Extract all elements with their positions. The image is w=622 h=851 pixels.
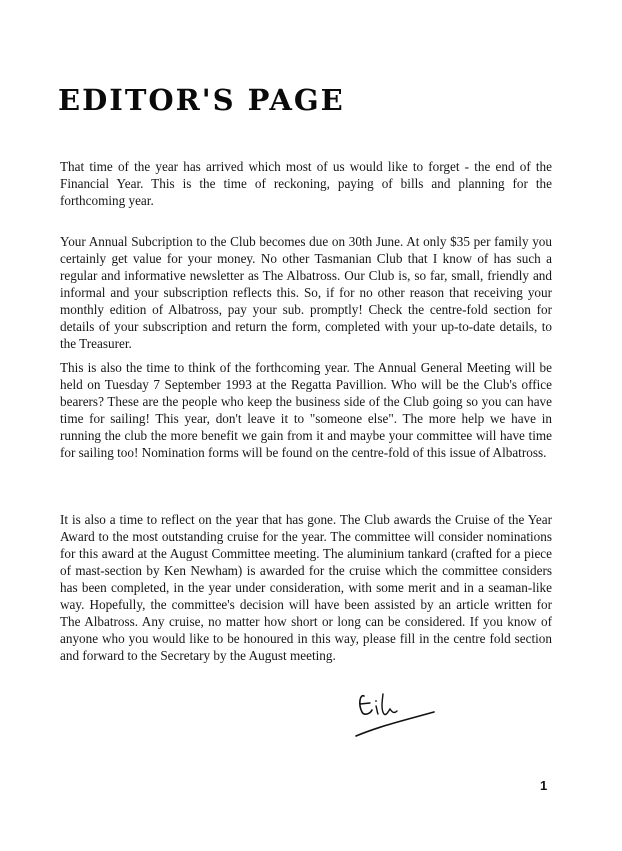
paragraph-cruise-award: It is also a time to reflect on the year that has gone. The Club awards the Cruise of the Year Award to the most outstanding cruise for the year. The committee will consider nominations for this award at the August Committee meeting. The aluminium tankard (crafted for a piece of mast-section by Ken Newham) is awarded for the cruise which the committee considers has been completed, in the year under consideration, with some merit and in a seaman-like way. Hopefully, the committee's decision will have been assisted by an article written for The Albatross. Any cruise, no matter how short or long can be considered. If you know of anyone who you would like to be honoured in this way, please fill in the centre fold section and forward to the Secretary by the August meeting. — [60, 512, 552, 663]
editor-signature — [350, 682, 440, 744]
paragraph-financial-year: That time of the year has arrived which most of us would like to forget - the end of the Financial Year. This is the time of reckoning, paying of bills and planning for the forthcoming year. — [60, 159, 552, 208]
paragraph-subscription: Your Annual Subcription to the Club becomes due on 30th June. At only $35 per family you certainly get value for your money. No other Tasmanian Club that I know of has such a regular and informative newsletter as The Albatross. Our Club is, so far, small, friendly and informal and your subscription reflects this. So, if for no other reason that receiving your monthly edition of Albatross, pay your sub. promptly! Check the centre-fold section for details of your subscription and return the form, completed with your up-to-date details, to the Treasurer. — [60, 234, 552, 351]
page-title: EDITOR'S PAGE — [58, 83, 345, 117]
page-number: 1 — [540, 778, 548, 793]
paragraph-annual-general-meeting: This is also the time to think of the forthcoming year. The Annual General Meeting will be held on Tuesday 7 September 1993 at the Regatta Pavillion. Who will be the Club's office bearers? These are the people who keep the business side of the Club going so you can have time for sailing! This year, don't leave it to "someone else". The more help we have in running the club the more benefit we gain from it and maybe your committee will have time for sailing too! Nomination forms will be found on the centre-fold of this issue of Albatross. — [60, 360, 552, 460]
